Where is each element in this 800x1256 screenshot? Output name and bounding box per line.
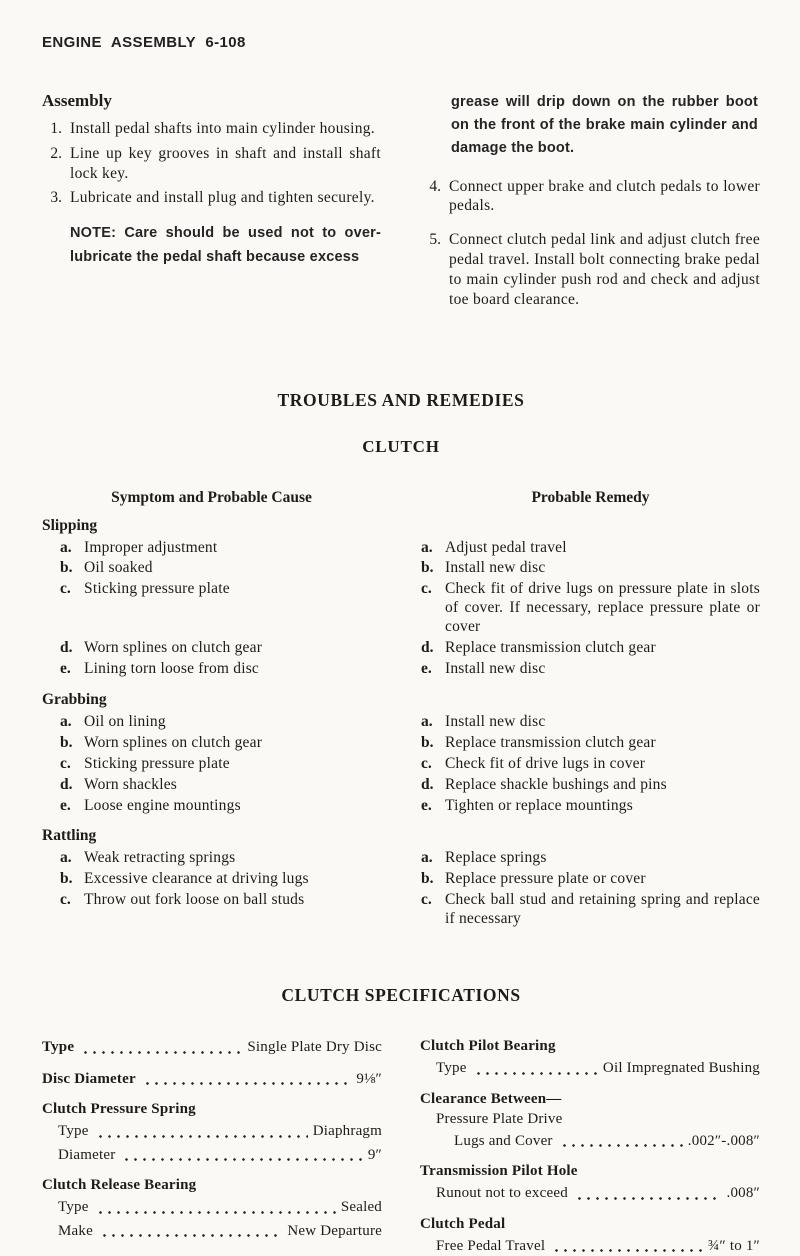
- remedy-cell: [421, 559, 760, 578]
- cause-cell: [42, 660, 381, 679]
- spec-value: Sealed: [340, 1199, 382, 1216]
- remedy-text: Install new disc: [445, 712, 546, 730]
- step-number: 3.: [50, 189, 62, 207]
- item-letter: a.: [60, 538, 72, 556]
- spec-value: Diaphragm: [312, 1123, 382, 1140]
- remedy-cell: [421, 734, 760, 753]
- item-letter: b.: [421, 870, 434, 888]
- remedy-text: Check fit of drive lugs on pressure plate in slots of cover. If necessary, replace pressure plate or cover: [445, 580, 760, 636]
- troubles-title: TROUBLES AND REMEDIES: [277, 389, 525, 410]
- cause-cell: [42, 776, 381, 795]
- troubles-section: [42, 390, 760, 932]
- remedy-column-header: Probable Remedy: [531, 488, 650, 506]
- remedy-text: Check ball stud and retaining spring and replace if necessary: [445, 891, 760, 928]
- dot-leader: [550, 1237, 703, 1256]
- dot-leader: [79, 1038, 242, 1058]
- cause-text: Sticking pressure plate: [84, 580, 230, 598]
- note-paragraph: NOTE: Care should be used not to over-lubricate the pedal shaft because excess: [70, 225, 381, 265]
- spec-group-header: Clutch Release Bearing: [42, 1177, 197, 1194]
- remedy-text: Install new disc: [445, 559, 546, 577]
- cause-cell: [42, 755, 381, 774]
- remedy-text: Adjust pedal travel: [445, 538, 567, 556]
- cause-cell: [42, 891, 381, 929]
- remedy-text: Replace transmission clutch gear: [445, 639, 656, 657]
- spec-group-header: Transmission Pilot Hole: [420, 1163, 578, 1180]
- item-letter: d.: [60, 639, 73, 657]
- spec-label: Diameter: [58, 1146, 116, 1163]
- cause-text: Oil soaked: [84, 559, 153, 577]
- spec-group-header: Clearance Between—: [420, 1090, 562, 1107]
- page-header: ENGINE ASSEMBLY 6-108: [42, 34, 246, 51]
- dot-leader: [558, 1132, 683, 1152]
- specs-right-column: [420, 1038, 760, 1256]
- spec-label: Type: [58, 1123, 89, 1140]
- remedy-cell: [421, 797, 760, 816]
- item-letter: c.: [421, 754, 432, 772]
- cause-cell: [42, 870, 381, 889]
- item-letter: b.: [421, 733, 434, 751]
- spec-label: Type: [436, 1060, 467, 1077]
- item-letter: a.: [60, 849, 72, 867]
- item-letter: b.: [60, 733, 73, 751]
- remedy-text: Replace springs: [445, 849, 547, 867]
- remedy-cell: [421, 580, 760, 637]
- symptom-heading-slipping: Slipping: [42, 516, 98, 534]
- specs-left-column: [42, 1038, 382, 1256]
- remedy-cell: [421, 870, 760, 889]
- spec-value: 9⅛″: [356, 1070, 382, 1087]
- spec-label: Runout not to exceed: [436, 1185, 568, 1202]
- cause-column-header: Symptom and Probable Cause: [111, 488, 312, 506]
- cause-text: Throw out fork loose on ball studs: [84, 891, 305, 909]
- dot-leader: [120, 1146, 362, 1166]
- trouble-row: [42, 870, 760, 891]
- cause-cell: [42, 797, 381, 816]
- spec-value: Oil Impregnated Bushing: [602, 1060, 760, 1077]
- spec-label: Type: [42, 1039, 75, 1056]
- spec-value: New Departure: [287, 1222, 382, 1239]
- cause-text: Excessive clearance at driving lugs: [84, 870, 309, 888]
- trouble-row: [42, 660, 760, 681]
- cause-cell: [42, 734, 381, 753]
- item-letter: c.: [60, 754, 71, 772]
- remedy-cell: [421, 891, 760, 929]
- dot-leader: [573, 1184, 722, 1204]
- trouble-row: [42, 734, 760, 755]
- spec-entry: [42, 1198, 382, 1218]
- spec-value: Single Plate Dry Disc: [247, 1039, 382, 1056]
- cause-text: Worn splines on clutch gear: [84, 639, 263, 657]
- spec-label: Type: [58, 1199, 89, 1216]
- item-letter: e.: [421, 796, 432, 814]
- spec-entry: [420, 1059, 760, 1079]
- cause-text: Oil on lining: [84, 712, 166, 730]
- dot-leader: [98, 1222, 282, 1242]
- spec-label: Make: [58, 1222, 93, 1239]
- item-letter: d.: [421, 639, 434, 657]
- item-letter: e.: [60, 796, 71, 814]
- remedy-cell: [421, 849, 760, 868]
- assembly-step: [42, 119, 381, 139]
- cause-text: Sticking pressure plate: [84, 754, 230, 772]
- cause-cell: [42, 849, 381, 868]
- cause-text: Weak retracting springs: [84, 849, 236, 867]
- spec-entry: [42, 1146, 382, 1166]
- spec-entry: [420, 1132, 760, 1152]
- remedy-cell: [421, 713, 760, 732]
- trouble-row: [42, 639, 760, 660]
- item-letter: b.: [60, 559, 73, 577]
- trouble-row: [42, 580, 760, 639]
- remedy-text: Replace transmission clutch gear: [445, 733, 656, 751]
- assembly-step: [42, 188, 381, 208]
- remedy-text: Install new disc: [445, 659, 546, 677]
- spec-label: Free Pedal Travel: [436, 1237, 546, 1254]
- remedy-cell: [421, 660, 760, 679]
- remedy-text: Replace shackle bushings and pins: [445, 775, 667, 793]
- step-number: 4.: [429, 177, 441, 195]
- item-letter: a.: [421, 712, 433, 730]
- cause-cell: [42, 559, 381, 578]
- spec-value: .002″-.008″: [687, 1132, 760, 1149]
- spec-entry: [42, 1070, 382, 1090]
- spec-entry: [420, 1237, 760, 1256]
- troubles-column-headers: [42, 489, 760, 507]
- assembly-section: [42, 91, 760, 324]
- trouble-row: [42, 755, 760, 776]
- remedy-text: Tighten or replace mountings: [445, 796, 633, 814]
- item-letter: d.: [60, 775, 73, 793]
- cause-text: Loose engine mountings: [84, 796, 241, 814]
- spec-entry: [42, 1222, 382, 1242]
- spec-entry: [42, 1038, 382, 1058]
- trouble-row: [42, 797, 760, 818]
- assembly-step: [42, 144, 381, 184]
- step-text: Lubricate and install plug and tighten securely.: [70, 189, 375, 207]
- item-letter: a.: [60, 712, 72, 730]
- cause-cell: [42, 580, 381, 637]
- item-letter: c.: [60, 891, 71, 909]
- item-letter: d.: [421, 775, 434, 793]
- spec-group-header: Clutch Pedal: [420, 1215, 506, 1232]
- specifications-section: [42, 985, 760, 1256]
- spec-label: Lugs and Cover: [454, 1132, 553, 1149]
- cause-cell: [42, 539, 381, 558]
- step-number: 1.: [50, 120, 62, 137]
- item-letter: e.: [60, 659, 71, 677]
- assembly-step: [421, 177, 760, 217]
- cause-cell: [42, 713, 381, 732]
- item-letter: e.: [421, 659, 432, 677]
- step-number: 2.: [50, 144, 62, 162]
- trouble-row: [42, 776, 760, 797]
- cause-text: Worn splines on clutch gear: [84, 733, 263, 751]
- assembly-title: Assembly: [42, 91, 112, 110]
- note-continuation: grease will drip down on the rubber boot on the front of the brake main cylinder and damage the boot.: [451, 94, 758, 157]
- spec-value: 9″: [367, 1146, 382, 1163]
- step-text: Install pedal shafts into main cylinder housing.: [70, 120, 375, 137]
- remedy-cell: [421, 539, 760, 558]
- spec-entry: [420, 1184, 760, 1204]
- remedy-cell: [421, 776, 760, 795]
- item-letter: c.: [60, 580, 71, 598]
- symptom-heading-rattling: Rattling: [42, 827, 97, 845]
- dot-leader: [94, 1198, 336, 1218]
- step-text: Line up key grooves in shaft and install shaft lock key.: [70, 144, 381, 182]
- dot-leader: [472, 1059, 598, 1079]
- assembly-right-column: [421, 91, 760, 324]
- step-text: Connect upper brake and clutch pedals to lower pedals.: [449, 177, 760, 215]
- cause-text: Lining torn loose from disc: [84, 659, 260, 677]
- spec-group-header: Clutch Pilot Bearing: [420, 1038, 556, 1055]
- trouble-row: [42, 849, 760, 870]
- symptom-heading-grabbing: Grabbing: [42, 690, 107, 708]
- trouble-row: [42, 891, 760, 931]
- assembly-step: [421, 230, 760, 309]
- remedy-text: Replace pressure plate or cover: [445, 870, 646, 888]
- item-letter: b.: [421, 559, 434, 577]
- cause-text: Improper adjustment: [84, 538, 218, 556]
- specs-columns: [42, 1038, 760, 1256]
- remedy-text: Check fit of drive lugs in cover: [445, 754, 646, 772]
- trouble-row: [42, 539, 760, 560]
- item-letter: c.: [421, 891, 432, 909]
- remedy-cell: [421, 755, 760, 774]
- remedy-cell: [421, 639, 760, 658]
- item-letter: c.: [421, 580, 432, 598]
- clutch-subtitle: CLUTCH: [362, 436, 440, 456]
- cause-cell: [42, 639, 381, 658]
- spec-label: Disc Diameter: [42, 1070, 136, 1087]
- trouble-row: [42, 559, 760, 580]
- item-letter: a.: [421, 538, 433, 556]
- spec-value: .008″: [726, 1185, 760, 1202]
- cause-text: Worn shackles: [84, 775, 178, 793]
- spec-plain-line: Pressure Plate Drive: [436, 1110, 563, 1127]
- spec-value: ¾″ to 1″: [707, 1237, 760, 1254]
- item-letter: b.: [60, 870, 73, 888]
- step-text: Connect clutch pedal link and adjust clutch free pedal travel. Install bolt connecting brake pedal to main cylinder push rod and check and adjust toe board clearance.: [449, 231, 760, 308]
- specs-title: CLUTCH SPECIFICATIONS: [281, 985, 521, 1006]
- trouble-row: [42, 713, 760, 734]
- step-number: 5.: [429, 231, 441, 249]
- assembly-left-column: [42, 91, 381, 324]
- spec-group-header: Clutch Pressure Spring: [42, 1101, 196, 1118]
- item-letter: a.: [421, 849, 433, 867]
- dot-leader: [141, 1070, 352, 1090]
